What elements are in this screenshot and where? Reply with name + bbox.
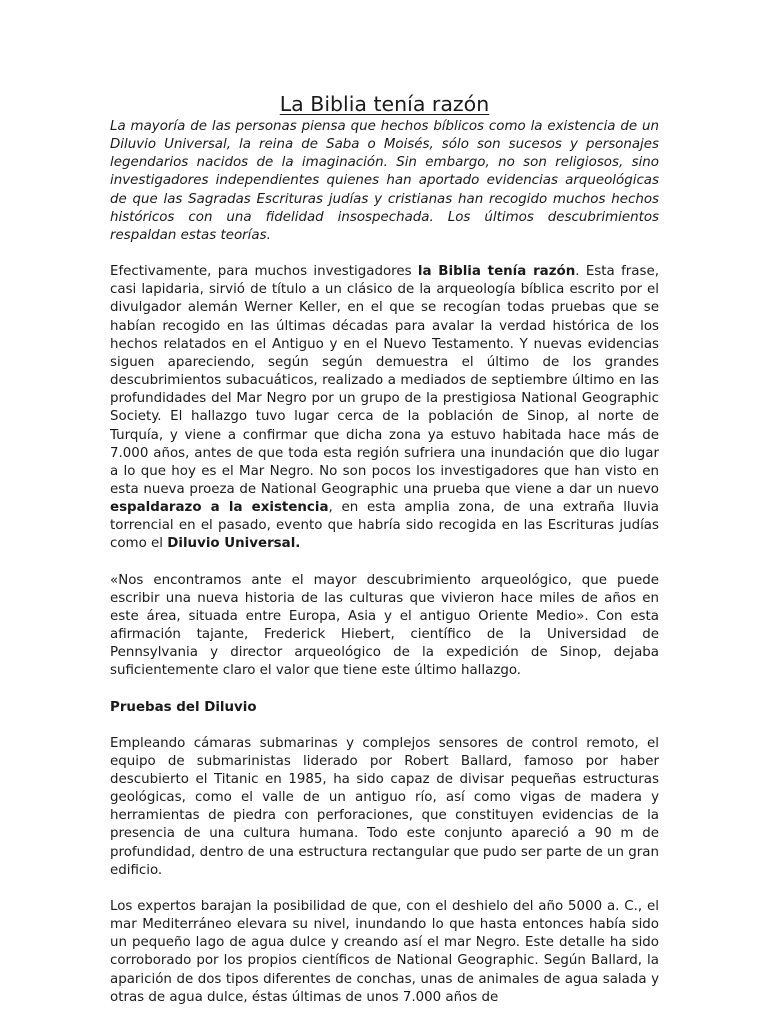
paragraph-1 xyxy=(110,263,659,554)
lead-paragraph: La mayoría de las personas piensa que hechos bíblicos como la existencia de un Diluvio Universal, la reina de Saba o Moisés, sólo son sucesos y personajes legendarios nacidos de la imaginación. Sin embargo, no son religiosos, sino investigadores independientes quienes han aportado evidencias arqueológicas de que las Sagradas Escrituras judías y cristianas han recogido muchos hechos históricos con una fidelidad insospechada. Los últimos descubrimientos respaldan estas teorías. xyxy=(110,119,659,243)
paragraph-2: «Nos encontramos ante el mayor descubrimiento arqueológico, que puede escribir una nueva historia de las culturas que vivieron hace miles de años en este área, situada entre Europa, Asia y el antiguo Oriente Medio». Con esta afirmación tajante, Frederick Hiebert, científico de la Universidad de Pennsylvania y director arqueológico de la expedición de Sinop, dejaba suficientemente claro el valor que tiene este último hallazgo. xyxy=(110,572,659,679)
document-title: La Biblia tenía razón xyxy=(279,92,490,116)
section-heading: Pruebas del Diluvio xyxy=(110,699,257,715)
document-page xyxy=(110,92,659,1025)
paragraph-3: Empleando cámaras submarinas y complejos sensores de control remoto, el equipo de submarinistas liderado por Robert Ballard, famoso por haber descubierto el Titanic en 1985, ha sido capaz de divisar pequeñas estructuras geológicas, como el valle de un antiguo río, así como vigas de madera y herramientas de piedra con perforaciones, que constituyen evidencias de la presencia de una cultura humana. Todo este conjunto apareció a 90 m de profundidad, dentro de una estructura rectangular que pudo ser parte de un gran edificio. xyxy=(110,735,659,878)
paragraph-1-bold-1: la Biblia tenía razón xyxy=(417,264,576,280)
paragraph-1-bold-2: espaldarazo a la existencia xyxy=(110,500,329,516)
paragraph-1-text-c: . Esta frase, casi lapidaria, sirvió de título a un clásico de la arqueología bíblica escrito por el divulgador alemán Werner Keller, en el que se recogían todas pruebas que se habían recogido en las últimas décadas para avalar la verdad histórica de los hechos relatados en el Antiguo y en el Nuevo Testamento. Y nuevas evidencias siguen apareciendo, según según demuestra el último de los grandes descubrimientos subacuáticos, realizado a mediados de septiembre último en las profundidades del Mar Negro por un grupo de la prestigiosa National Geographic Society. El hallazgo tuvo lugar cerca de la población de Sinop, al norte de Turquía, y viene a confirmar que dicha zona ya estuvo habitada hace más de 7.000 años, antes de que toda esta región sufriera una inundación que dio lugar a lo que hoy es el Mar Negro. No son pocos los investigadores que han visto en esta nueva proeza de National Geographic una prueba que viene a dar un nuevo xyxy=(110,264,659,497)
paragraph-4: Los expertos barajan la posibilidad de que, con el deshielo del año 5000 a. C., el mar Mediterráneo elevara su nivel, inundando lo que hasta entonces había sido un pequeño lago de agua dulce y creando así el mar Negro. Este detalle ha sido corroborado por los propios científicos de National Geographic. Según Ballard, la aparición de dos tipos diferentes de conchas, unas de animales de agua salada y otras de agua dulce, éstas últimas de unos 7.000 años de xyxy=(110,898,659,1005)
paragraph-1-text-d: , en esta amplia zona, de una extraña lluvia torrencial en el pasado, evento que habría sido recogida en las Escrituras judías como el xyxy=(110,500,659,552)
paragraph-1-text-a: Efectivamente, para muchos investigadores xyxy=(110,264,418,280)
paragraph-1-bold-3: Diluvio Universal. xyxy=(167,536,301,552)
